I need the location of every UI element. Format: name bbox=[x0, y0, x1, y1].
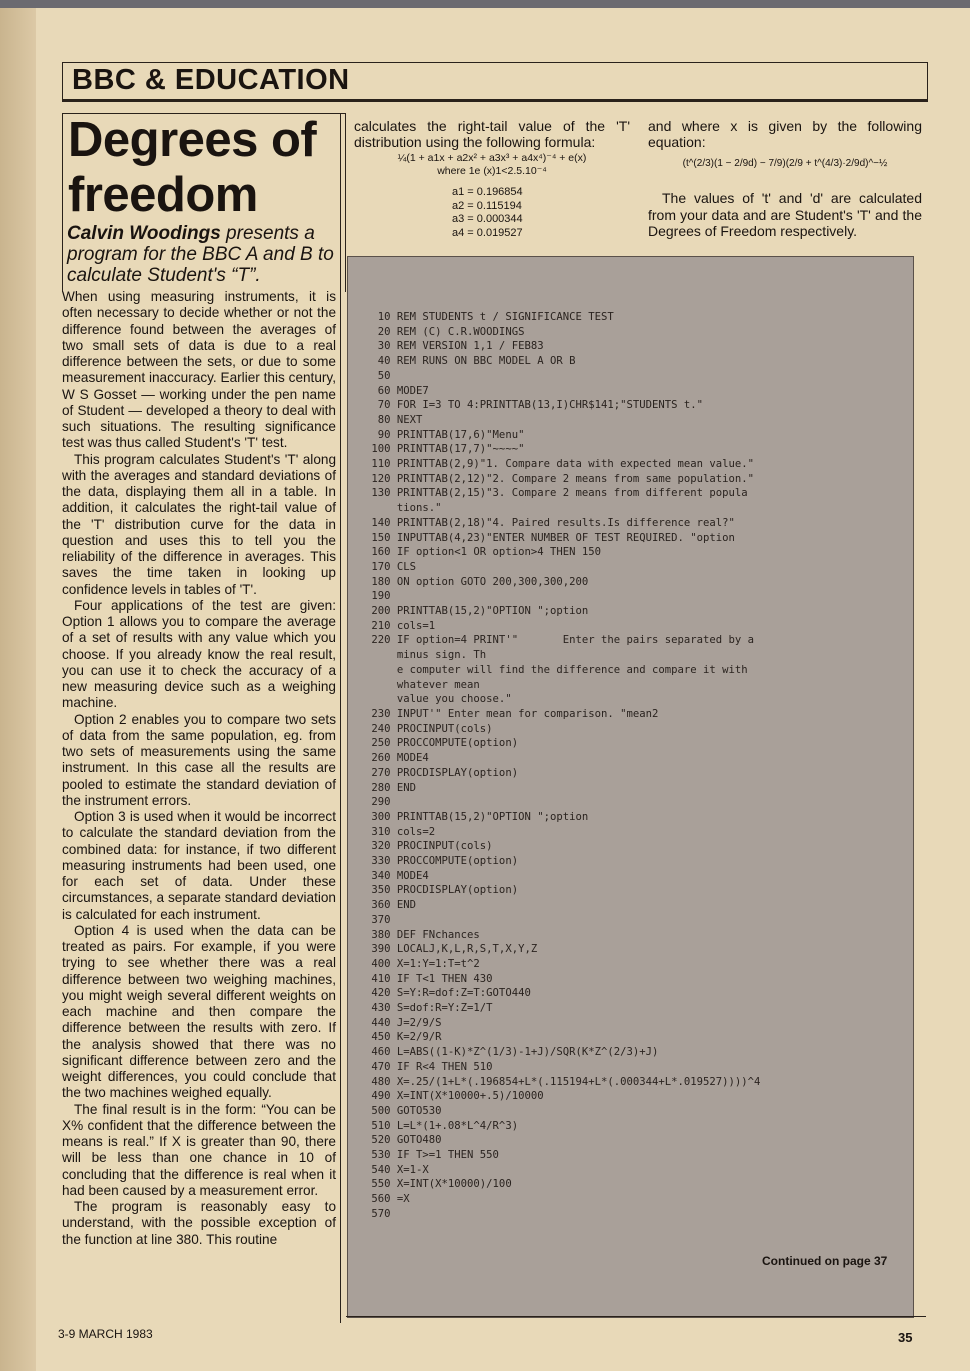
code-line: value you choose." bbox=[365, 693, 512, 706]
code-line: 150 INPUTTAB(4,23)"ENTER NUMBER OF TEST REQUIRED. "option bbox=[365, 531, 735, 544]
code-line: 110 PRINTTAB(2,9)"1. Compare data with expected mean value." bbox=[365, 458, 755, 471]
code-line: 480 X=.25/(1+L*(.196854+L*(.115194+L*(.000344+L*.019527))))^4 bbox=[365, 1075, 761, 1088]
body-paragraph: Option 3 is used when it would be incorrect to calculate the standard deviation from the combined data: for instance, if two different measuring instruments had been used, one for each set of data. Under these circumstances, a separate standard deviation is calculated for each instrument. bbox=[62, 809, 336, 922]
code-line: 20 REM (C) C.R.WOODINGS bbox=[365, 325, 525, 338]
code-line: 40 REM RUNS ON BBC MODEL A OR B bbox=[365, 355, 576, 368]
code-line: 540 X=1-X bbox=[365, 1163, 429, 1176]
code-line: 200 PRINTTAB(15,2)"OPTION ";option bbox=[365, 605, 589, 618]
formula-intro: calculates the right-tail value of the 'T' distribution using the following formula: bbox=[354, 118, 630, 150]
code-line: 530 IF T>=1 THEN 550 bbox=[365, 1149, 499, 1162]
coefficient: a2 = 0.115194 bbox=[452, 199, 522, 212]
code-line: tions." bbox=[365, 502, 442, 515]
code-line: minus sign. Th bbox=[365, 649, 487, 662]
code-line: 100 PRINTTAB(17,7)"~~~~" bbox=[365, 443, 525, 456]
code-line: 230 INPUT'" Enter mean for comparison. "mean2 bbox=[365, 707, 659, 720]
column-divider bbox=[340, 113, 341, 1323]
footer-rule bbox=[346, 1316, 926, 1317]
code-line: 330 PROCCOMPUTE(option) bbox=[365, 855, 519, 868]
continued-note: Continued on page 37 bbox=[762, 1254, 888, 1268]
code-line: 30 REM VERSION 1,1 / FEB83 bbox=[365, 340, 544, 353]
code-line: 340 MODE4 bbox=[365, 869, 429, 882]
formula-line: ¼(1 + a1x + a2x² + a3x³ + a4x⁴)⁻⁴ + e(x) bbox=[397, 152, 587, 164]
code-line: 160 IF option<1 OR option>4 THEN 150 bbox=[365, 546, 601, 559]
code-line: 470 IF R<4 THEN 510 bbox=[365, 1060, 493, 1073]
code-line: 90 PRINTTAB(17,6)"Menu" bbox=[365, 428, 525, 441]
body-paragraph: Option 4 is used when the data can be treated as pairs. For example, if you were trying to see whether there was a real difference between two weighing machines, you might weigh several different weights on each machine and then compare the difference between the results with zero. If the analysis showed that there was no significant difference between zero and the weight differences, you could conclude that the two machines weighed equally. bbox=[62, 922, 336, 1101]
code-line: 560 =X bbox=[365, 1193, 410, 1206]
code-line: 420 S=Y:R=dof:Z=T:GOTO440 bbox=[365, 987, 531, 1000]
code-line: 390 LOCALJ,K,L,R,S,T,X,Y,Z bbox=[365, 943, 538, 956]
code-line: 210 cols=1 bbox=[365, 619, 436, 632]
section-label: BBC & EDUCATION bbox=[72, 64, 350, 96]
code-line: 410 IF T<1 THEN 430 bbox=[365, 972, 493, 985]
article-title bbox=[68, 113, 338, 223]
author-name: Calvin Woodings bbox=[67, 223, 221, 244]
code-line: 320 PROCINPUT(cols) bbox=[365, 840, 493, 853]
coefficient-list bbox=[452, 186, 523, 240]
code-line: 270 PROCDISPLAY(option) bbox=[365, 766, 519, 779]
code-line: 450 K=2/9/R bbox=[365, 1031, 442, 1044]
coefficient: a1 = 0.196854 bbox=[452, 186, 523, 198]
variables-paragraph: The values of 't' and 'd' are calculated from your data and are Student's 'T' and the Degrees of Freedom respectively. bbox=[648, 190, 922, 239]
code-line: 140 PRINTTAB(2,18)"4. Paired results.Is difference real?" bbox=[365, 516, 735, 529]
body-paragraph: Four applications of the test are given: Option 1 allows you to compare the average of a set of results with any value which you choose. If you already know the real result, you can use it to check the accuracy of a new measuring device such as a weighing machine. bbox=[62, 597, 336, 711]
code-line: 260 MODE4 bbox=[365, 752, 429, 765]
code-line: 550 X=INT(X*10000)/100 bbox=[365, 1178, 512, 1191]
body-paragraph: The program is reasonably easy to understand, with the possible exception of the function at line 380. This routine bbox=[62, 1199, 336, 1247]
code-line: 130 PRINTTAB(2,15)"3. Compare 2 means from different popula bbox=[365, 487, 748, 500]
code-line: 510 L=L*(1+.08*L^4/R^3) bbox=[365, 1119, 519, 1132]
code-line: 460 L=ABS((1-K)*Z^(1/3)-1+J)/SQR(K*Z^(2/3)+J) bbox=[365, 1046, 659, 1059]
code-line: 290 bbox=[365, 796, 391, 809]
body-paragraph: The final result is in the form: “You can be X% confident that the difference between the means is real.” If X is greater than 90, there will be less than one chance in 10 of concluding that the difference is real when it had been caused by a measurement error. bbox=[62, 1101, 336, 1198]
body-paragraph: This program calculates Student's 'T' along with the averages and standard deviations of the data, displaying them all in a table. In addition, it calculates the right-tail value of the 'T' distribution curve for the data in question and uses this to tell you the reliability of the difference in averages. This saves the time taken in looking up confidence levels in tables of 'T'. bbox=[62, 451, 336, 597]
code-line: 70 FOR I=3 TO 4:PRINTTAB(13,I)CHR$141;"STUDENTS t." bbox=[365, 399, 704, 412]
code-line: 370 bbox=[365, 913, 391, 926]
formula bbox=[354, 152, 630, 178]
code-line: 240 PROCINPUT(cols) bbox=[365, 722, 493, 735]
code-line: 180 ON option GOTO 200,300,300,200 bbox=[365, 575, 589, 588]
page-spine bbox=[0, 0, 36, 1371]
code-line: 400 X=1:Y=1:T=t^2 bbox=[365, 957, 480, 970]
code-line: e computer will find the difference and compare it with bbox=[365, 663, 748, 676]
code-line: 570 bbox=[365, 1207, 391, 1220]
program-listing bbox=[365, 310, 905, 1222]
body-column bbox=[62, 289, 336, 1248]
formula-condition: where 1e (x)1<2.5.10⁻⁴ bbox=[437, 165, 547, 177]
page-number: 35 bbox=[898, 1330, 913, 1345]
code-line: 360 END bbox=[365, 899, 417, 912]
code-line: 310 cols=2 bbox=[365, 825, 436, 838]
issue-date: 3-9 MARCH 1983 bbox=[58, 1327, 153, 1341]
top-edge bbox=[0, 0, 970, 8]
code-line: 10 REM STUDENTS t / SIGNIFICANCE TEST bbox=[365, 311, 614, 323]
code-line: 350 PROCDISPLAY(option) bbox=[365, 884, 519, 897]
dek-text: presents a program for the BBC A and B to calculate Student's “T”. bbox=[67, 223, 334, 286]
code-line: 280 END bbox=[365, 781, 417, 794]
code-line: 300 PRINTTAB(15,2)"OPTION ";option bbox=[365, 810, 589, 823]
code-line: 220 IF option=4 PRINT'" Enter the pairs separated by a bbox=[365, 634, 755, 647]
coefficient: a4 = 0.019527 bbox=[452, 226, 523, 239]
code-line: 440 J=2/9/S bbox=[365, 1016, 442, 1029]
code-line: 500 GOTO530 bbox=[365, 1104, 442, 1117]
code-line: 120 PRINTTAB(2,12)"2. Compare 2 means from same population." bbox=[365, 472, 755, 485]
equation-intro: and where x is given by the following equation: bbox=[648, 118, 922, 150]
code-line: 80 NEXT bbox=[365, 413, 423, 426]
body-paragraph: When using measuring instruments, it is often necessary to decide whether or not the difference found between the averages of two small sets of data is due to a real difference between the sets, or due to some measurement inaccuracy. Earlier this century, W S Gosset — working under the pen name of Student — developed a theory to deal with such situations. The resulting significance test was thus called Student's 'T' test. bbox=[62, 289, 336, 451]
code-line: 60 MODE7 bbox=[365, 384, 429, 397]
code-line: 430 S=dof:R=Y:Z=1/T bbox=[365, 1002, 493, 1015]
code-line: 50 bbox=[365, 369, 391, 382]
code-line: 190 bbox=[365, 590, 391, 603]
body-paragraph: Option 2 enables you to compare two sets of data from the same population, eg. from two sets of measurements using the same instrument. In this case all the results are pooled to estimate the standard deviation of the instrument errors. bbox=[62, 711, 336, 808]
article-title-text: Degrees of freedom bbox=[68, 113, 317, 222]
code-line: 170 CLS bbox=[365, 560, 417, 573]
code-line: 520 GOTO480 bbox=[365, 1134, 442, 1147]
code-line: 250 PROCCOMPUTE(option) bbox=[365, 737, 519, 750]
code-line: whatever mean bbox=[365, 678, 480, 691]
coefficient: a3 = 0.000344 bbox=[452, 213, 523, 225]
code-line: 490 X=INT(X*10000+.5)/10000 bbox=[365, 1090, 544, 1103]
code-line: 380 DEF FNchances bbox=[365, 928, 480, 941]
article-dek bbox=[67, 223, 337, 286]
x-equation: (t^(2/3)(1 − 2/9d) − 7/9)(2/9 + t^(4/3)·2/9d)^−½ bbox=[682, 158, 888, 169]
